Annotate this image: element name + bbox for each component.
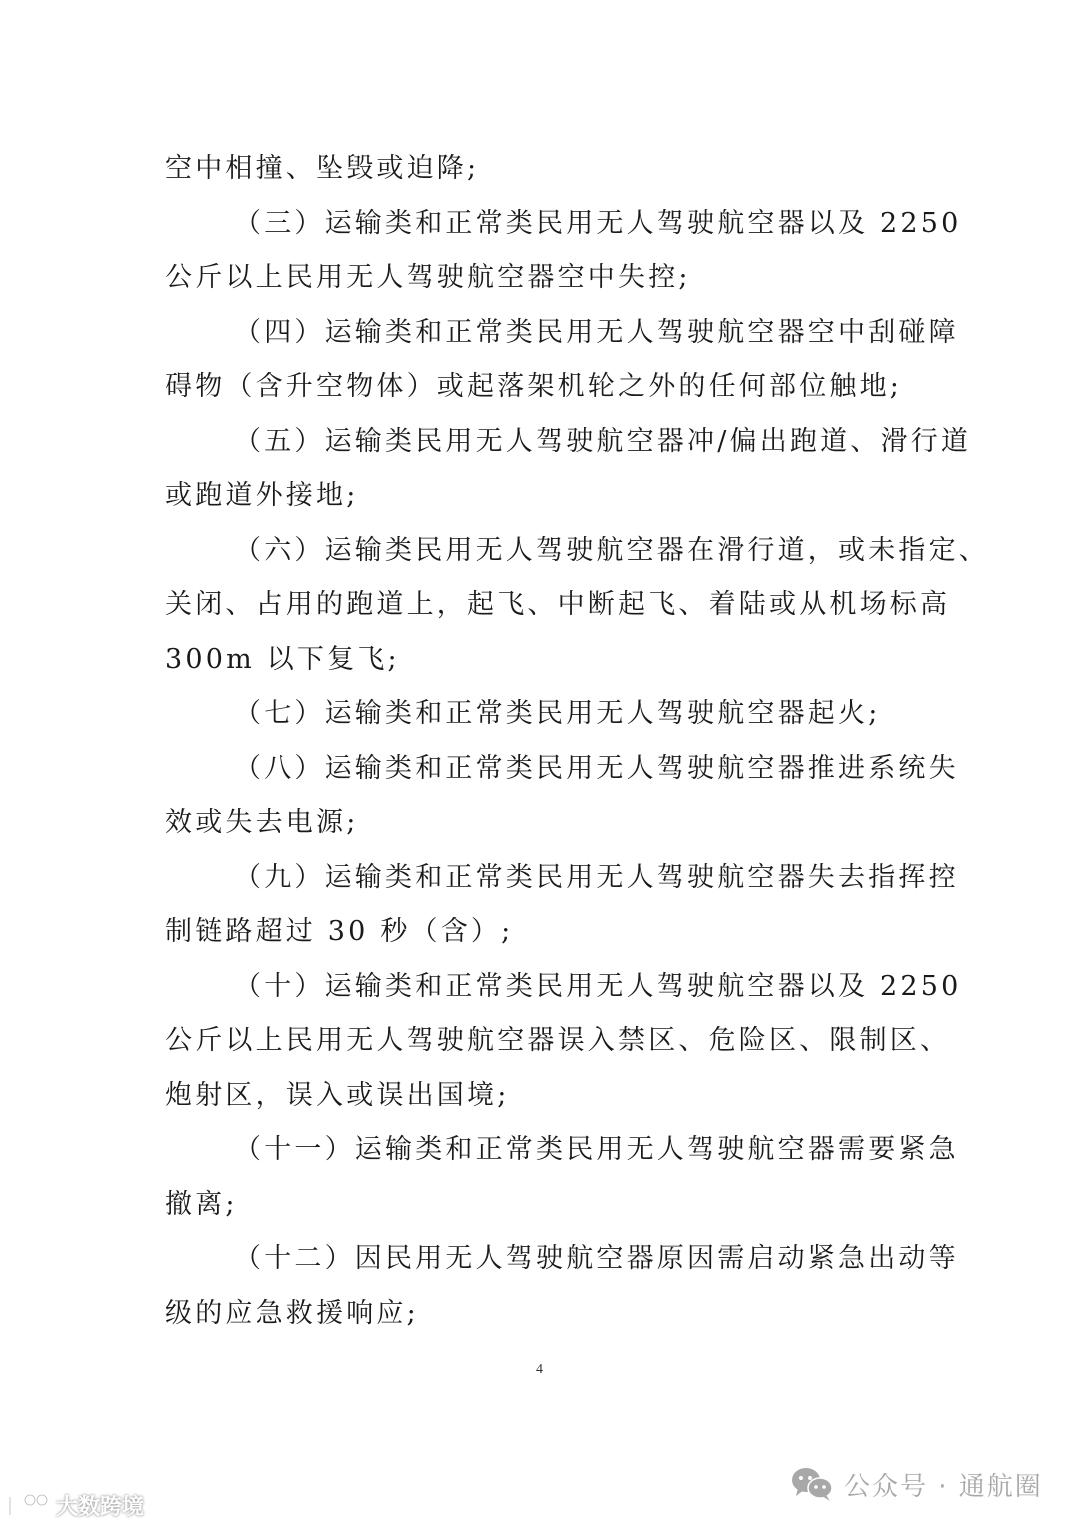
text-line: 300m 以下复飞;: [165, 643, 400, 675]
page-number: 4: [536, 1362, 543, 1377]
text-line: 撤离;: [165, 1188, 238, 1220]
text-line: 或跑道外接地;: [165, 480, 359, 511]
brand-watermark: [6, 1488, 144, 1522]
text-line: （七）运输类和正常类民用无人驾驶航空器起火;: [234, 698, 881, 729]
wechat-watermark-text: 公众号 · 通航圈: [844, 1471, 1043, 1502]
text-line: 公斤以上民用无人驾驶航空器空中失控;: [165, 262, 691, 293]
text-line: （十二）因民用无人驾驶航空器原因需启动紧急出动等: [234, 1243, 959, 1274]
text-line: （十一）运输类和正常类民用无人驾驶航空器需要紧急: [234, 1134, 959, 1165]
text-line: （六）运输类民用无人驾驶航空器在滑行道，或未指定、: [234, 534, 989, 566]
text-line: 制链路超过 30 秒（含）;: [165, 916, 514, 947]
text-line: 炮射区，误入或误出国境;: [165, 1079, 510, 1111]
text-line: 空中相撞、坠毁或迫降;: [165, 153, 480, 184]
text-line: 关闭、占用的跑道上，起飞、中断起飞、着陆或从机场标高: [165, 589, 951, 620]
wechat-icon: [790, 1466, 834, 1502]
document-body: [165, 142, 989, 1341]
text-line: （四）运输类和正常类民用无人驾驶航空器空中刮碰障: [234, 316, 959, 348]
text-line: （五）运输类民用无人驾驶航空器冲/偏出跑道、滑行道: [234, 425, 972, 457]
brand-watermark-text: 大数跨境: [56, 1494, 145, 1520]
text-line: （十）运输类和正常类民用无人驾驶航空器以及 2250: [234, 970, 962, 1002]
1688-logo-icon: [6, 1491, 50, 1519]
text-line: （八）运输类和正常类民用无人驾驶航空器推进系统失: [234, 752, 959, 784]
text-line: （九）运输类和正常类民用无人驾驶航空器失去指挥控: [234, 861, 959, 893]
text-line: 公斤以上民用无人驾驶航空器误入禁区、危险区、限制区、: [165, 1025, 951, 1056]
text-line: 效或失去电源;: [165, 807, 359, 838]
text-line: 碍物（含升空物体）或起落架机轮之外的任何部位触地;: [165, 371, 903, 402]
wechat-watermark: [790, 1466, 1043, 1502]
text-line: （三）运输类和正常类民用无人驾驶航空器以及 2250: [234, 207, 962, 239]
text-line: 级的应急救援响应;: [165, 1297, 419, 1329]
